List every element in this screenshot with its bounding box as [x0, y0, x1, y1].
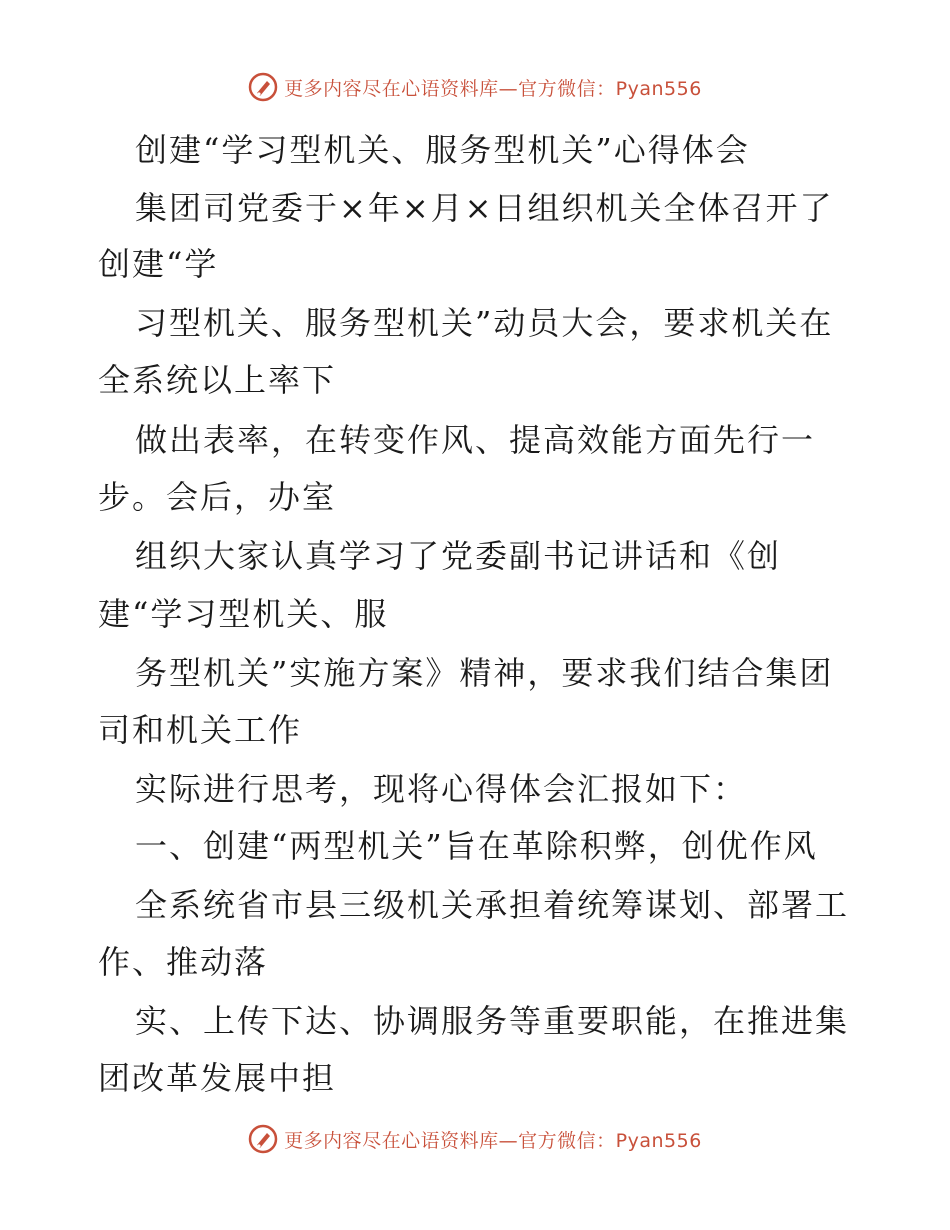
- pen-nib-logo-icon: [248, 1124, 278, 1154]
- footer-watermark: [0, 1124, 950, 1154]
- paragraph-line: 团改革发展中担: [98, 1059, 337, 1097]
- paragraph-line: 习型机关、服务型机关”动员大会，要求机关在: [135, 304, 834, 342]
- paragraph-line: 全系统省市县三级机关承担着统筹谋划、部署工: [135, 886, 850, 924]
- paragraph-line: 建“学习型机关、服: [98, 595, 389, 633]
- paragraph-line: 步。会后，办室: [98, 478, 337, 516]
- document-title: 创建“学习型机关、服务型机关”心得体会: [135, 131, 750, 169]
- paragraph-line: 全系统以上率下: [98, 361, 337, 399]
- paragraph-line: 集团司党委于×年×月×日组织机关全体召开了: [135, 189, 834, 227]
- paragraph-line: 实、上传下达、协调服务等重要职能，在推进集: [135, 1002, 850, 1040]
- paragraph-line: 创建“学: [98, 245, 219, 283]
- paragraph-line: 组织大家认真学习了党委副书记讲话和《创: [135, 537, 782, 575]
- paragraph-line: 实际进行思考，现将心得体会汇报如下：: [135, 770, 748, 808]
- header-watermark: [0, 72, 950, 102]
- watermark-text: 更多内容尽在心语资料库—官方微信：Pyan556: [284, 77, 702, 100]
- paragraph-line: 作、推动落: [98, 943, 269, 981]
- watermark-text: 更多内容尽在心语资料库—官方微信：Pyan556: [284, 1129, 702, 1152]
- section-heading: 一、创建“两型机关”旨在革除积弊，创优作风: [135, 827, 818, 865]
- paragraph-line: 司和机关工作: [98, 711, 303, 749]
- paragraph-line: 务型机关”实施方案》精神，要求我们结合集团: [135, 654, 834, 692]
- pen-nib-logo-icon: [248, 72, 278, 102]
- paragraph-line: 做出表率，在转变作风、提高效能方面先行一: [135, 421, 816, 459]
